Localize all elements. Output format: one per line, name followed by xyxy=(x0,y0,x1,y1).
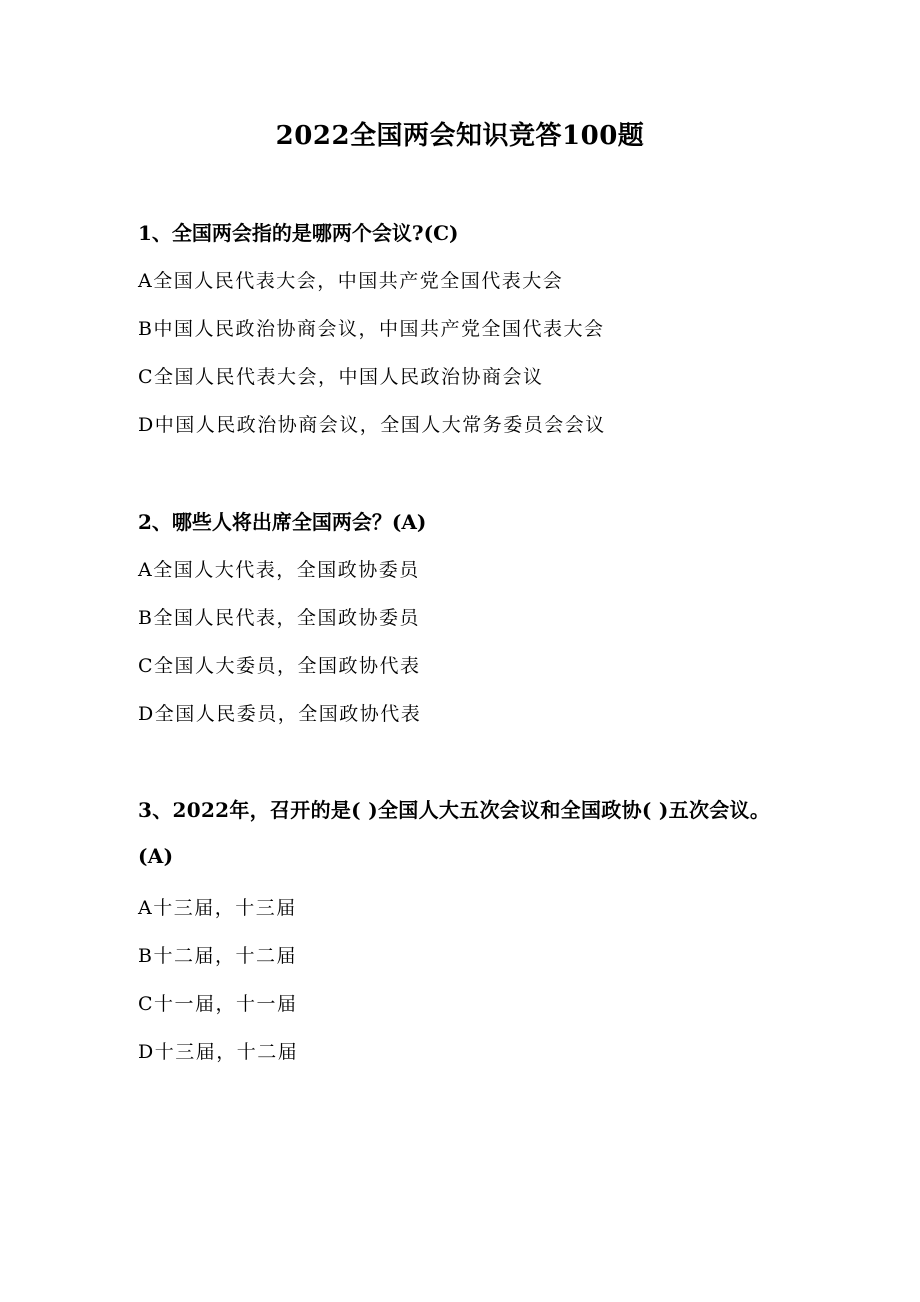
question-1: 1、全国两会指的是哪两个会议?(C) xyxy=(138,221,459,245)
question-1-option-a: A全国人民代表大会，中国共产党全国代表大会 xyxy=(138,270,564,292)
question-1-option-c: C全国人民代表大会，中国人民政治协商会议 xyxy=(138,366,544,388)
question-3-option-b: B十二届，十二届 xyxy=(138,945,297,967)
question-1-option-b: B中国人民政治协商会议，中国共产党全国代表大会 xyxy=(138,318,605,340)
question-2-option-a: A全国人大代表，全国政协委员 xyxy=(138,559,420,581)
question-2-option-d: D全国人民委员，全国政协代表 xyxy=(138,703,422,725)
question-3-option-d: D十三届，十二届 xyxy=(138,1041,299,1063)
question-3-option-a: A十三届，十三届 xyxy=(138,897,297,919)
question-2-option-b: B全国人民代表，全国政协委员 xyxy=(138,607,420,629)
question-2: 2、哪些人将出席全国两会？(A) xyxy=(138,510,427,534)
question-2-option-c: C全国人大委员，全国政协代表 xyxy=(138,655,421,677)
question-1-option-d: D中国人民政治协商会议，全国人大常务委员会会议 xyxy=(138,414,606,436)
question-3-option-c: C十一届，十一届 xyxy=(138,993,298,1015)
question-3: 3、2022年，召开的是( )全国人大五次会议和全国政协( )五次会议。(A) xyxy=(138,798,771,868)
document-title: 2022全国两会知识竞答100题 xyxy=(275,121,645,151)
